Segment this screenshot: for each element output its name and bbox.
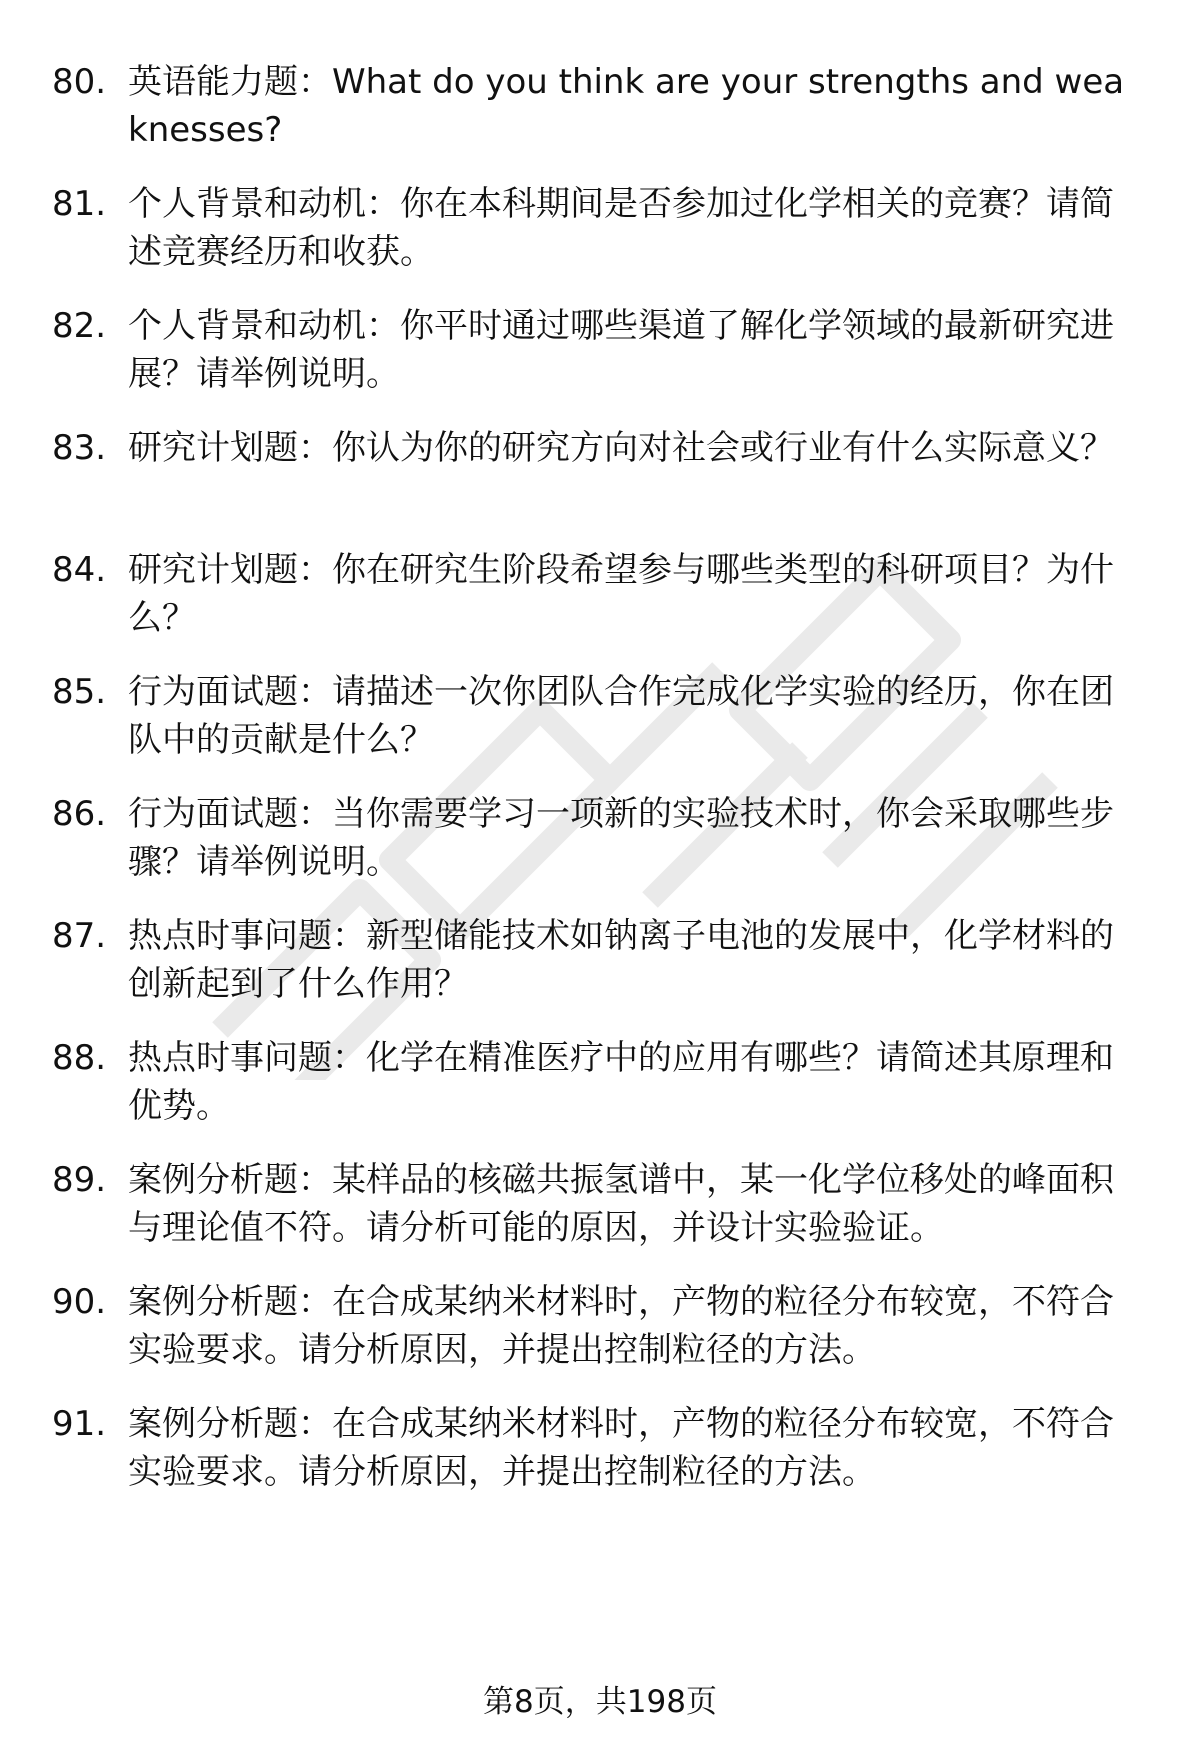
question-text: 个人背景和动机：你平时通过哪些渠道了解化学领域的最新研究进展？请举例说明。 bbox=[128, 306, 1114, 394]
question-item bbox=[52, 58, 1142, 154]
question-item bbox=[52, 424, 1142, 520]
question-item bbox=[52, 546, 1142, 642]
question-number: 83. bbox=[52, 428, 107, 468]
question-text: 英语能力题：What do you think are your strengths and weaknesses? bbox=[128, 62, 1125, 150]
question-text: 热点时事问题：新型储能技术如钠离子电池的发展中，化学材料的创新起到了什么作用？ bbox=[128, 916, 1114, 1004]
question-text: 案例分析题：在合成某纳米材料时，产物的粒径分布较宽，不符合实验要求。请分析原因，并提出控制粒径的方法。 bbox=[128, 1282, 1114, 1370]
question-text: 研究计划题：你在研究生阶段希望参与哪些类型的科研项目？为什么？ bbox=[128, 550, 1114, 638]
question-number: 82. bbox=[52, 306, 107, 346]
question-text: 行为面试题：当你需要学习一项新的实验技术时，你会采取哪些步骤？请举例说明。 bbox=[128, 794, 1114, 882]
question-text: 案例分析题：某样品的核磁共振氢谱中，某一化学位移处的峰面积与理论值不符。请分析可能的原因，并设计实验验证。 bbox=[128, 1160, 1114, 1248]
question-number: 90. bbox=[52, 1282, 107, 1322]
question-number: 87. bbox=[52, 916, 107, 956]
question-number: 91. bbox=[52, 1404, 107, 1444]
question-text: 案例分析题：在合成某纳米材料时，产物的粒径分布较宽，不符合实验要求。请分析原因，并提出控制粒径的方法。 bbox=[128, 1404, 1114, 1492]
question-text: 个人背景和动机：你在本科期间是否参加过化学相关的竞赛？请简述竞赛经历和收获。 bbox=[128, 184, 1114, 272]
question-number: 84. bbox=[52, 550, 107, 590]
question-text: 行为面试题：请描述一次你团队合作完成化学实验的经历，你在团队中的贡献是什么？ bbox=[128, 672, 1114, 760]
question-number: 85. bbox=[52, 672, 107, 712]
page-number-label: 第8页，共198页 bbox=[483, 1684, 717, 1720]
question-number: 86. bbox=[52, 794, 107, 834]
question-number: 89. bbox=[52, 1160, 107, 1200]
question-number: 81. bbox=[52, 184, 107, 224]
question-text: 研究计划题：你认为你的研究方向对社会或行业有什么实际意义？ bbox=[128, 428, 1114, 468]
question-item bbox=[52, 1278, 1142, 1374]
question-number: 88. bbox=[52, 1038, 107, 1078]
question-item bbox=[52, 668, 1142, 764]
question-text: 热点时事问题：化学在精准医疗中的应用有哪些？请简述其原理和优势。 bbox=[128, 1038, 1114, 1126]
question-item bbox=[52, 180, 1142, 276]
page-footer bbox=[0, 1682, 1200, 1722]
question-item bbox=[52, 1400, 1142, 1496]
question-item bbox=[52, 912, 1142, 1008]
question-item bbox=[52, 790, 1142, 886]
question-list bbox=[52, 58, 1142, 1522]
question-item bbox=[52, 1156, 1142, 1252]
question-item bbox=[52, 302, 1142, 398]
question-number: 80. bbox=[52, 62, 107, 102]
question-item bbox=[52, 1034, 1142, 1130]
